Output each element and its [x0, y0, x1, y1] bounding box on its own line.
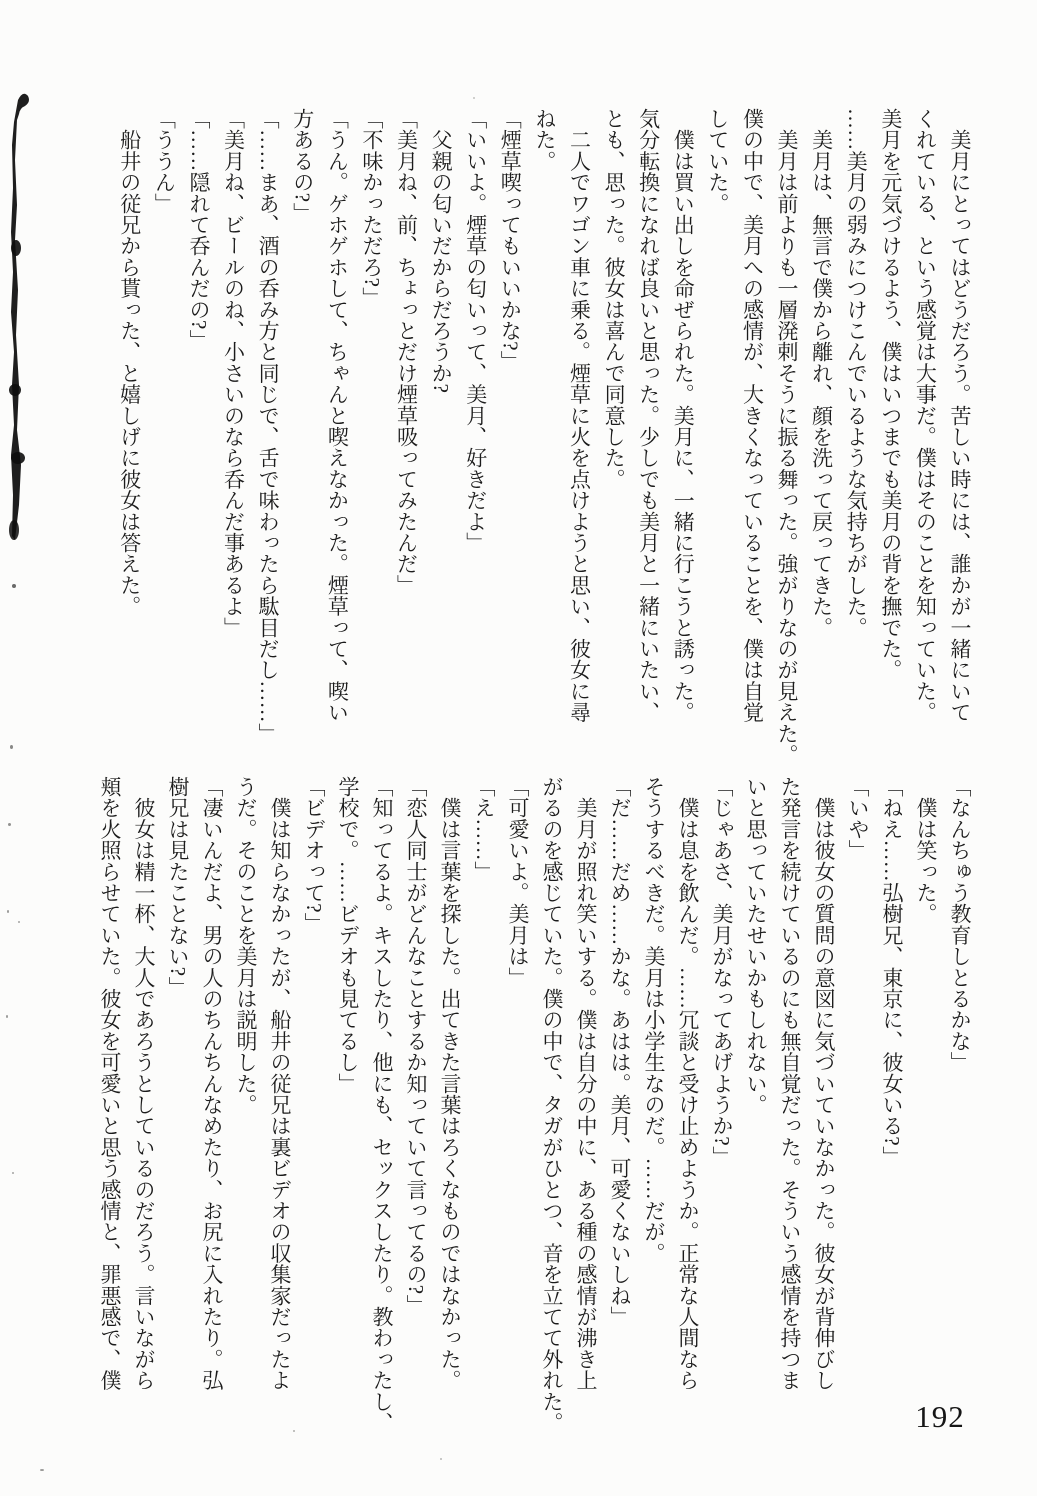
text-line: 「だ……だめ……かな。あはは。美月、可愛くないしね」 [608, 776, 632, 1328]
text-line: 僕は買い出しを命ぜられた。美月に、一緒に行こうと誘った。 [671, 108, 696, 723]
text-line: 「知ってるよ。キスしたり、他にも、セックスしたり。教わったし、 [370, 776, 394, 1434]
text-line: そうするべきだ。美月は小学生なのだ。……だが。 [642, 776, 666, 1264]
text-line: 方あるの?」 [290, 108, 315, 224]
text-line: 頬を火照らせていた。彼女を可愛いと思う感情と、罪悪感で、僕 [98, 776, 122, 1391]
text-line: 彼女は精一杯、大人であろうとしているのだろう。言いながら [132, 776, 156, 1391]
text-line: 「じゃあさ、美月がなってあげようか?」 [710, 776, 734, 1168]
text-line: 「……隠れて呑んだの?」 [186, 108, 211, 351]
text-line: 「恋人同士がどんなことするか知っていて言ってるの?」 [404, 776, 428, 1316]
text-line: 学校で。……ビデオも見てるし」 [336, 776, 360, 1094]
text-line: 僕は息を飲んだ。……冗談と受け止めようか。正常な人間なら [676, 776, 700, 1391]
text-line: がるのを感じていた。僕の中で、タガがひとつ、音を立てて外れた。 [540, 776, 564, 1434]
scan-speck [10, 745, 13, 749]
text-tier-top [109, 108, 977, 766]
scan-speck [40, 1469, 44, 1471]
text-line: くれている、という感覚は大事だ。僕はそのことを知っていた。 [913, 108, 938, 723]
text-line: 美月が照れ笑いする。僕は自分の中に、ある種の感情が沸き上 [574, 776, 598, 1391]
text-line: 僕は知らなかったが、船井の従兄は裏ビデオの収集家だったよ [268, 776, 292, 1391]
text-line: していた。 [705, 108, 730, 214]
text-line: 「凄いんだよ、男の人のちんちんなめたり、お尻に入れたり。弘 [200, 776, 224, 1391]
text-line: 「可愛いよ。美月は」 [506, 776, 530, 988]
text-line: 「うん。ゲホゲホして、ちゃんと喫えなかった。煙草って、喫い [325, 108, 350, 723]
scan-binding-streak-artifact [1, 90, 39, 570]
text-line: 「いいよ。煙草の匂いって、美月、好きだよ」 [463, 108, 488, 554]
text-line: ねた。 [532, 108, 557, 172]
text-line: ……美月の弱みにつけこんでいるような気持ちがした。 [844, 108, 869, 638]
text-line: 僕の中で、美月への感情が、大きくなっていることを、僕は自覚 [740, 108, 765, 723]
scan-speck [473, 97, 475, 99]
text-line: た発言を続けているのにも無自覚だった。そういう感情を持つま [778, 776, 802, 1391]
text-line: 「いや」 [846, 776, 870, 861]
text-line: 「煙草喫ってもいいかな?」 [498, 108, 523, 372]
text-line: とも、思った。彼女は喜んで同意した。 [602, 108, 627, 490]
text-line: 美月を元気づけるよう、僕はいつまでも美月の背を撫でた。 [878, 108, 903, 681]
scan-speck [7, 910, 9, 913]
text-line: 気分転換になれば良いと思った。少しでも美月と一緒にいたい、 [636, 108, 661, 723]
text-line: 僕は笑った。 [914, 776, 938, 925]
text-line: 「美月ね、前、ちょっとだけ煙草吸ってみたんだ」 [394, 108, 419, 596]
text-line: 「美月ね、ビールのね、小さいのなら呑んだ事あるよ」 [221, 108, 246, 638]
text-line: 「え……」 [472, 776, 496, 882]
text-line: 美月は、無言で僕から離れ、顔を洗って戻ってきた。 [809, 108, 834, 638]
text-line: 二人でワゴン車に乗る。煙草に火を点けようと思い、彼女に尋 [567, 108, 592, 723]
text-line: 樹兄は見たことない?」 [166, 776, 190, 998]
scan-speck [12, 1172, 14, 1174]
text-line: いと思っていたせいかもしれない。 [744, 776, 768, 1116]
scan-speck [6, 1015, 8, 1018]
text-line: 「ううん」 [152, 108, 177, 214]
text-line: 美月にとってはどうだろう。苦しい時には、誰かが一緒にいて [948, 108, 972, 723]
text-line: 父親の匂いだからだろうか? [429, 108, 454, 394]
text-line: 「なんちゅう教育しとるかな」 [948, 776, 972, 1073]
text-line: 「ビデオって?」 [302, 776, 326, 934]
scan-speck [8, 823, 11, 826]
text-tier-bottom [91, 776, 977, 1434]
text-line: 「不味かっただろ?」 [359, 108, 384, 309]
text-line: うだ。そのことを美月は説明した。 [234, 776, 258, 1116]
text-line: 「ねえ……弘樹兄、東京に、彼女いる?」 [880, 776, 904, 1168]
page-number: 192 [915, 1399, 965, 1434]
text-line: 僕は彼女の質問の意図に気づいていなかった。彼女が背伸びし [812, 776, 836, 1391]
text-line: 「……まあ、酒の呑み方と同じで、舌で味わったら駄目だし……」 [256, 108, 281, 745]
text-line: 船井の従兄から貰った、と嬉しげに彼女は答えた。 [117, 108, 142, 617]
text-line: 僕は言葉を探した。出てきた言葉はろくなものではなかった。 [438, 776, 462, 1391]
scan-speck [18, 921, 20, 923]
text-line: 美月は前よりも一層溌剌そうに振る舞った。強がりなのが見えた。 [775, 108, 800, 766]
scan-speck [12, 584, 16, 588]
scan-speck [440, 1458, 442, 1460]
